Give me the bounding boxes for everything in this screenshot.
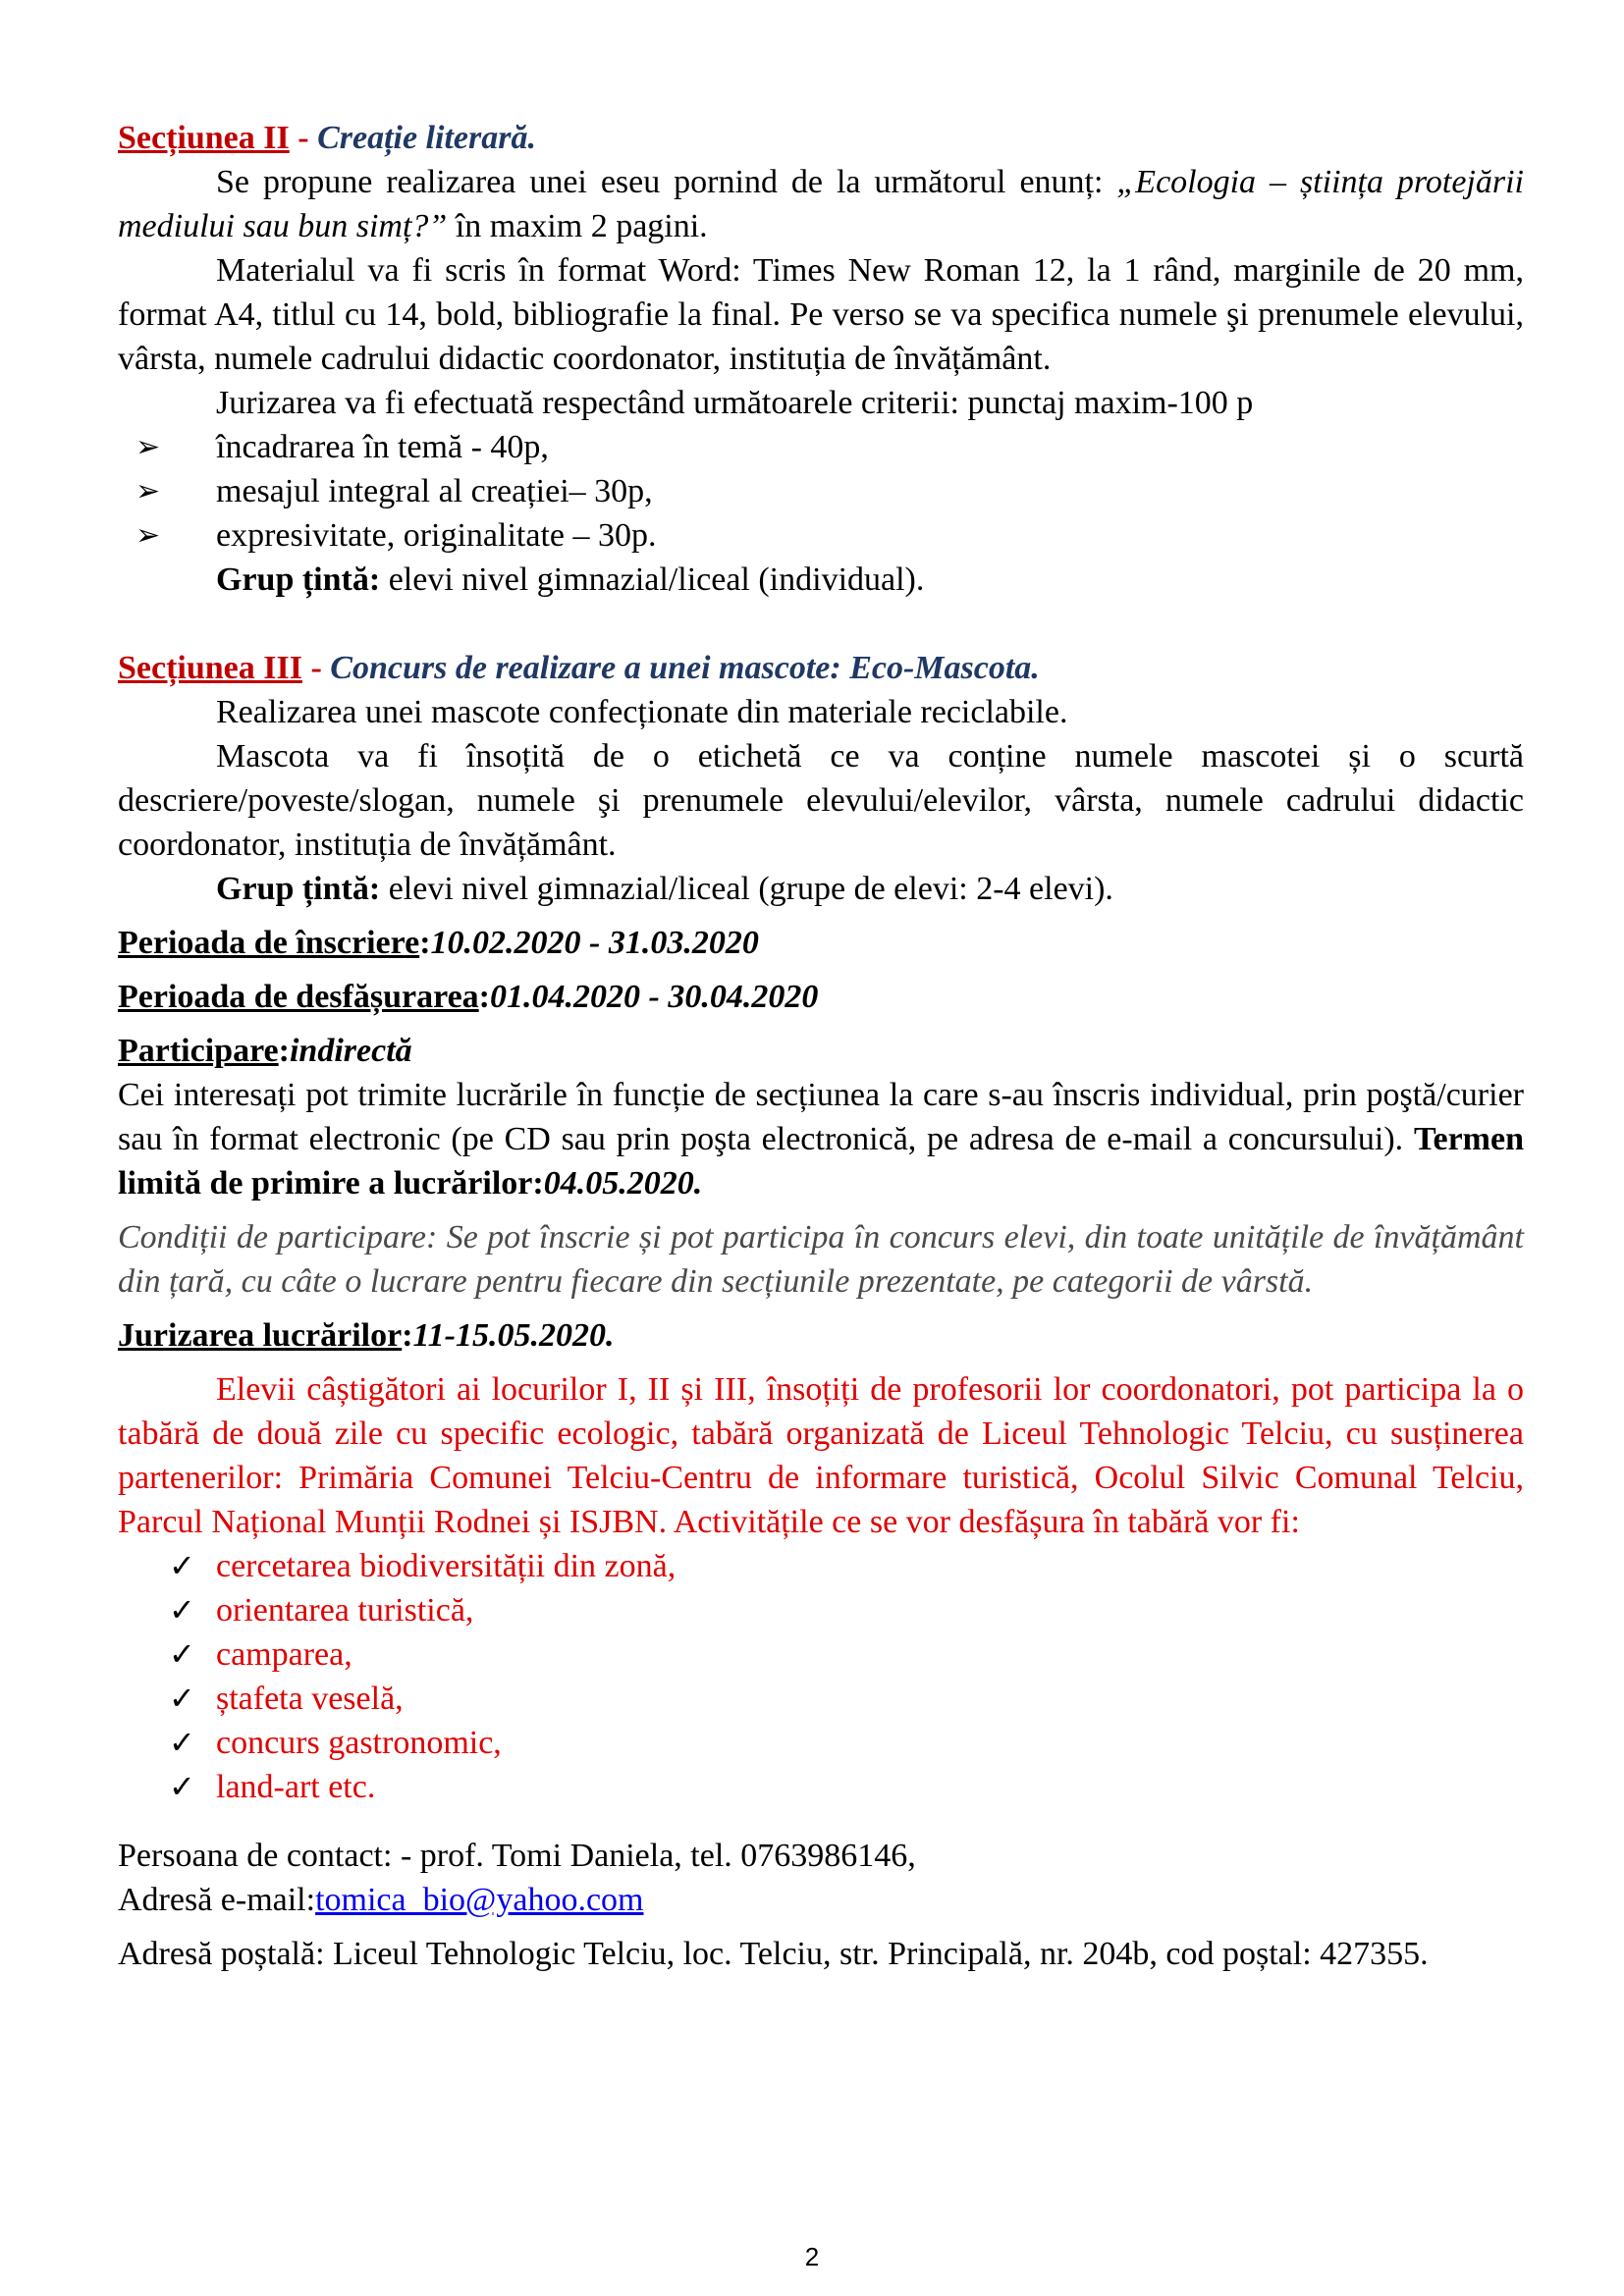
- section-3-label: Secțiunea III: [118, 650, 302, 686]
- page-number: 2: [804, 2242, 820, 2271]
- participation-heading: [118, 1029, 1524, 1073]
- contact-person: Persoana de contact: - prof. Tomi Daniela, tel. 0763986146,: [118, 1838, 916, 1874]
- section-3-target-value: elevi nivel gimnazial/liceal (grupe de elevi: 2-4 elevi).: [380, 871, 1113, 907]
- list-item-text: concurs gastronomic,: [216, 1725, 502, 1761]
- judging-heading: [118, 1313, 1524, 1358]
- section-2-target-label: Grup țintă:: [216, 561, 381, 598]
- section-3-title: Concurs de realizare a unei mascote: Eco-Mascota.: [330, 650, 1040, 686]
- enrolment-period-value: 10.02.2020 - 31.03.2020: [430, 925, 759, 961]
- list-item-text: ștafeta veselă,: [216, 1681, 404, 1717]
- contact-email-link[interactable]: tomica_bio@yahoo.com: [315, 1882, 644, 1918]
- running-period: [118, 975, 1524, 1019]
- list-item: [118, 513, 1524, 558]
- document-page: [118, 116, 1524, 1976]
- checkmark-icon: ✓: [169, 1635, 195, 1673]
- spacer: [118, 1809, 1524, 1834]
- judging-value: 11-15.05.2020.: [412, 1317, 615, 1354]
- camp-paragraph: Elevii câștigători ai locurilor I, II și III, însoțiți de profesorii lor coordonatori, pot participa la o tabără de două zile cu specific ecologic, tabără organizată de Liceul Tehnologic Telciu, cu susținerea partenerilor: Primăria Comunei Telciu-Centru de informare turistică, Ocolul Silvic Comunal Telciu, Parcul Național Munții Rodnei și ISJBN. Activitățile ce se vor desfășura în tabără vor fi:: [118, 1371, 1524, 1540]
- section-2-title: Creație literară.: [317, 120, 536, 156]
- spacer: [118, 602, 1524, 646]
- section-2-criteria: Jurizarea va fi efectuată respectând următoarele criterii: punctaj maxim-100 p: [216, 385, 1254, 421]
- deadline-value: 04.05.2020.: [543, 1165, 703, 1201]
- participation-colon: :: [278, 1033, 290, 1069]
- section-2-criteria-list: [118, 425, 1524, 558]
- participation-text: [118, 1073, 1524, 1205]
- list-item: [118, 469, 1524, 513]
- list-item-text: land-art etc.: [216, 1769, 376, 1805]
- contact-email: [118, 1878, 1524, 1922]
- list-item: [118, 1588, 1524, 1632]
- deadline-label: Termen limită de primire a lucrărilor:: [118, 1121, 1524, 1201]
- checkmark-icon: ✓: [169, 1547, 195, 1584]
- list-item-text: expresivitate, originalitate – 30p.: [216, 517, 657, 554]
- contact-postal-address: Adresă poștală: Liceul Tehnologic Telciu, loc. Telciu, str. Principală, nr. 204b, cod poștal: 427355.: [118, 1936, 1429, 1972]
- section-3-target-label: Grup țintă:: [216, 871, 381, 907]
- section-2-dash: -: [298, 120, 309, 156]
- section-2-intro-quote: „Ecologia – știința protejării mediului sau bun simț?”: [118, 164, 1524, 244]
- running-period-value: 01.04.2020 - 30.04.2020: [490, 979, 819, 1015]
- section-3-paragraph-2: Mascota va fi însoțită de o etichetă ce va conține numele mascotei și o scurtă descriere/poveste/slogan, numele şi prenumele elevului/elevilor, vârsta, numele cadrului didactic coordonator, instituția de învățământ.: [118, 738, 1524, 863]
- checkmark-icon: ✓: [169, 1724, 195, 1761]
- list-item: [118, 1765, 1524, 1809]
- checkmark-icon: ✓: [169, 1591, 195, 1629]
- section-2-intro-a: Se propune realizarea unei eseu pornind de la următorul enunț:: [216, 164, 1117, 200]
- contact-email-label: Adresă e-mail:: [118, 1882, 316, 1918]
- section-3-target: [118, 867, 1524, 911]
- enrolment-period: [118, 921, 1524, 965]
- participation-body: Cei interesați pot trimite lucrările în funcție de secțiunea la care s-au înscris individual, prin poştă/curier sau în format electronic (pe CD sau prin poşta electronică, pe adresa de e-mail a concursului).: [118, 1077, 1524, 1157]
- participation-label: Participare: [118, 1033, 279, 1069]
- list-item: [118, 1721, 1524, 1765]
- section-3-dash: -: [310, 650, 322, 686]
- enrolment-period-colon: :: [419, 925, 431, 961]
- running-period-colon: :: [478, 979, 490, 1015]
- arrow-bullet-icon: ➢: [135, 518, 161, 553]
- section-2-heading: [118, 116, 1524, 160]
- section-3-heading: [118, 646, 1524, 690]
- section-2-target: [118, 558, 1524, 602]
- list-item: [118, 1544, 1524, 1588]
- participation-conditions: Condiții de participare: Se pot înscrie și pot participa în concurs elevi, din toate unitățile de învățământ din țară, cu câte o lucrare pentru fiecare din secțiunile prezentate, pe categorii de vârstă.: [118, 1219, 1524, 1300]
- running-period-label: Perioada de desfășurarea: [118, 979, 479, 1015]
- list-item-text: încadrarea în temă - 40p,: [216, 429, 549, 465]
- list-item: [118, 1677, 1524, 1721]
- judging-label: Jurizarea lucrărilor: [118, 1317, 403, 1354]
- camp-activities-list: [118, 1544, 1524, 1809]
- section-2-format: Materialul va fi scris în format Word: Times New Roman 12, la 1 rând, marginile de 20 mm, format A4, titlul cu 14, bold, bibliografie la final. Pe verso se va specifica numele şi prenumele elevului, vârsta, numele cadrului didactic coordonator, instituția de învățământ.: [118, 252, 1524, 377]
- section-2-target-value: elevi nivel gimnazial/liceal (individual).: [380, 561, 925, 598]
- list-item: [118, 425, 1524, 469]
- arrow-bullet-icon: ➢: [135, 430, 161, 464]
- section-2-intro-b: în maxim 2 pagini.: [447, 208, 708, 244]
- list-item-text: orientarea turistică,: [216, 1592, 474, 1629]
- list-item: [118, 1632, 1524, 1677]
- section-2-intro: [118, 160, 1524, 248]
- list-item-text: mesajul integral al creației– 30p,: [216, 473, 653, 509]
- section-3-paragraph-1: Realizarea unei mascote confecționate din materiale reciclabile.: [216, 694, 1068, 730]
- judging-colon: :: [402, 1317, 413, 1354]
- checkmark-icon: ✓: [169, 1768, 195, 1805]
- list-item-text: cercetarea biodiversității din zonă,: [216, 1548, 677, 1584]
- arrow-bullet-icon: ➢: [135, 474, 161, 508]
- participation-value: indirectă: [289, 1033, 412, 1069]
- list-item-text: camparea,: [216, 1636, 352, 1673]
- enrolment-period-label: Perioada de înscriere: [118, 925, 420, 961]
- section-2-label: Secțiunea II: [118, 120, 290, 156]
- checkmark-icon: ✓: [169, 1680, 195, 1717]
